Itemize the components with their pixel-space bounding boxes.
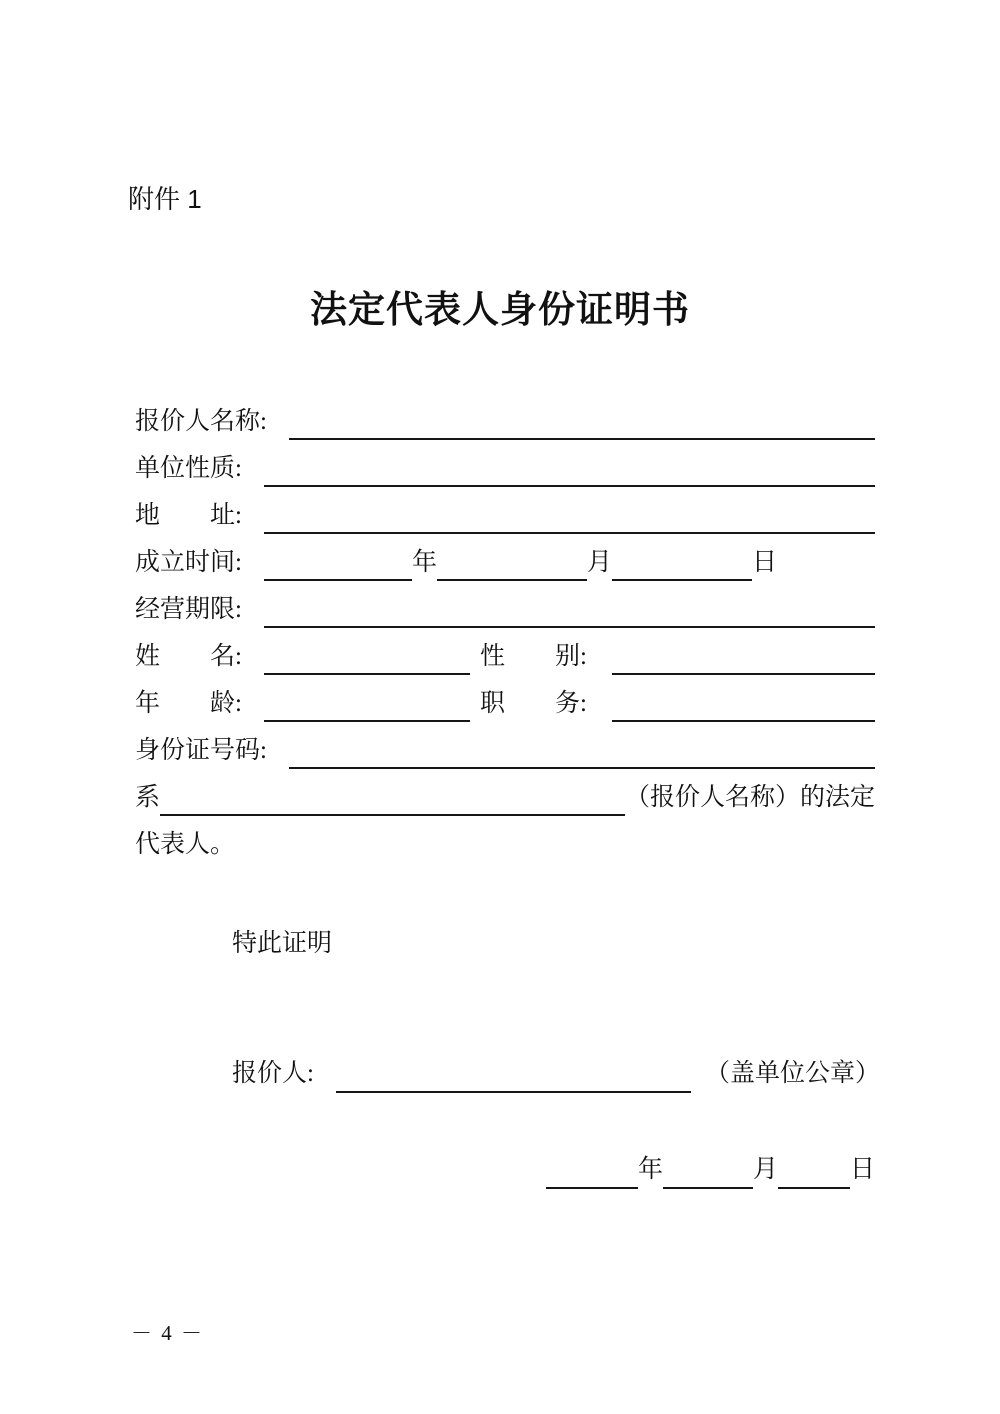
id-number-fill-line — [289, 729, 875, 769]
form-row-business-term — [135, 586, 875, 633]
form-row-is-clause — [135, 774, 875, 821]
bidder-name-label: 报价人名称: — [135, 408, 267, 435]
certificate-form — [135, 398, 875, 868]
day-suffix: 日 — [751, 549, 777, 576]
id-number-label: 身份证号码: — [135, 737, 267, 764]
age-label: 年 龄: — [135, 690, 242, 717]
is-clause-fill-line — [160, 776, 625, 816]
page-title: 法定代表人身份证明书 — [310, 290, 690, 331]
month-suffix: 月 — [586, 549, 612, 576]
unit-nature-fill-line — [264, 447, 875, 487]
name-label: 姓 名: — [135, 643, 242, 670]
is-clause-suffix: （报价人名称）的法定 — [624, 784, 875, 811]
date-year-suffix: 年 — [637, 1156, 663, 1183]
bidder-signature-fill-line — [336, 1052, 691, 1093]
bidder-name-fill-line — [289, 400, 875, 440]
signature-row — [232, 1050, 880, 1098]
form-row-bidder-name — [135, 398, 875, 445]
year-suffix: 年 — [411, 549, 437, 576]
form-row-establish-time — [135, 539, 875, 586]
form-row-id-number — [135, 727, 875, 774]
form-row-name-gender — [135, 633, 875, 680]
page-number: － 4 － — [131, 1321, 204, 1345]
establish-year-fill-line — [264, 541, 412, 581]
certify-statement: 特此证明 — [232, 930, 333, 957]
is-clause-continuation: 代表人。 — [135, 831, 236, 858]
position-label: 职 务: — [479, 690, 587, 717]
date-month-suffix: 月 — [752, 1156, 778, 1183]
address-fill-line — [264, 494, 875, 534]
date-day-suffix: 日 — [849, 1156, 875, 1183]
seal-note: （盖单位公章） — [704, 1060, 880, 1087]
address-label: 地 址: — [135, 502, 242, 529]
gender-fill-line — [612, 635, 875, 675]
form-row-address — [135, 492, 875, 539]
business-term-label: 经营期限: — [135, 596, 242, 623]
gender-label: 性 别: — [479, 643, 587, 670]
establish-time-label: 成立时间: — [135, 549, 242, 576]
name-fill-line — [264, 635, 470, 675]
form-row-age-position — [135, 680, 875, 727]
age-fill-line — [264, 682, 470, 722]
date-month-fill-line — [663, 1148, 753, 1189]
establish-month-fill-line — [437, 541, 587, 581]
bidder-signature-label: 报价人: — [232, 1060, 314, 1087]
establish-day-fill-line — [612, 541, 752, 581]
form-row-is-clause-continuation — [135, 821, 875, 868]
unit-nature-label: 单位性质: — [135, 455, 242, 482]
is-clause-prefix: 系 — [135, 784, 161, 811]
form-row-unit-nature — [135, 445, 875, 492]
date-day-fill-line — [778, 1148, 850, 1189]
business-term-fill-line — [264, 588, 875, 628]
position-fill-line — [612, 682, 875, 722]
date-row — [400, 1146, 875, 1194]
attachment-label: 附件 1 — [128, 184, 202, 214]
date-year-fill-line — [546, 1148, 638, 1189]
